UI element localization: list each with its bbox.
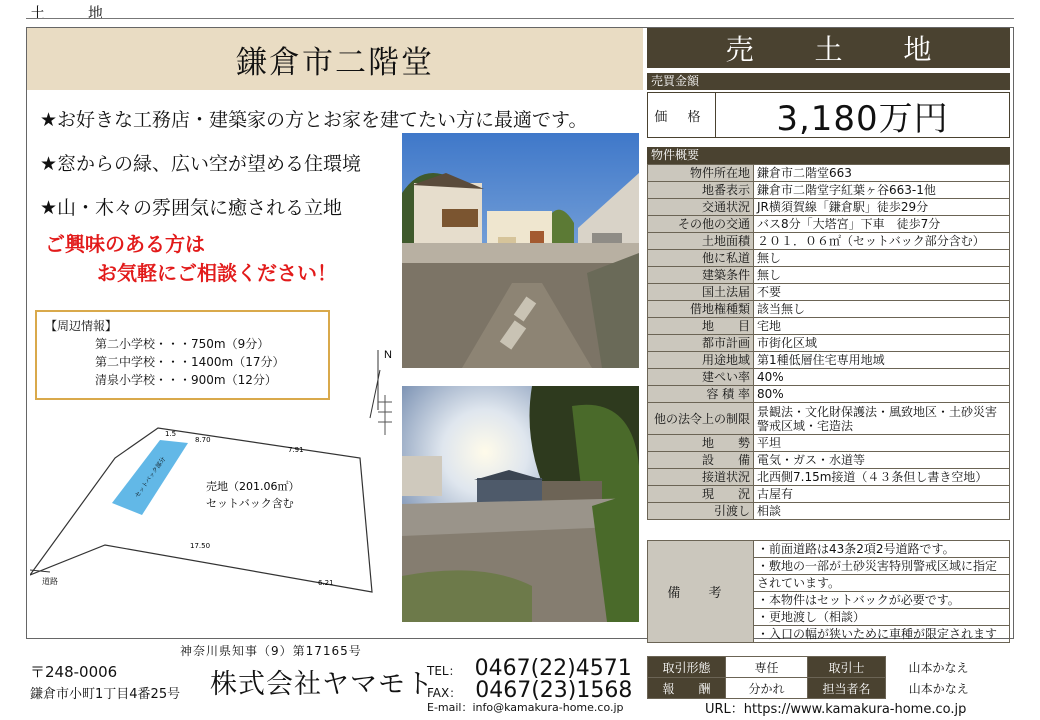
deal-type-label: 取引形態 bbox=[648, 657, 726, 678]
spec-key: 地 目 bbox=[648, 318, 754, 335]
selling-point-2: ★窓からの緑、広い空が望める住環境 bbox=[40, 153, 362, 175]
spec-key: 現 況 bbox=[648, 486, 754, 503]
spec-value: 鎌倉市二階堂字紅葉ヶ谷663-1他 bbox=[754, 182, 1010, 199]
contact-line-2: お気軽にご相談ください！ bbox=[97, 261, 337, 285]
remark-item: ・本物件はセットバックが必要です。 bbox=[754, 592, 1009, 609]
fax-label: FAX： bbox=[427, 686, 462, 700]
table-row bbox=[648, 435, 1010, 452]
remark-item: ・敷地の一部が土砂災害特別警戒区域に指定 bbox=[754, 558, 1009, 575]
table-row bbox=[648, 335, 1010, 352]
transaction-table bbox=[647, 656, 992, 699]
dim-label: 17.50 bbox=[190, 542, 211, 550]
spec-key: 土地面積 bbox=[648, 233, 754, 250]
remark-item: ・入口の幅が狭いために車種が限定されます bbox=[757, 627, 998, 641]
website-link[interactable]: URL：https://www.kamakura-home.co.jp bbox=[705, 702, 967, 717]
table-row bbox=[648, 267, 1010, 284]
agent-label: 取引士 bbox=[808, 657, 886, 678]
spec-value: 鎌倉市二階堂663 bbox=[754, 165, 1010, 182]
spec-value: 景観法・文化財保護法・風致地区・土砂災害警戒区域・宅造法 bbox=[754, 403, 1010, 435]
spec-value: バス8分「大塔宮」下車 徒歩7分 bbox=[754, 216, 1010, 233]
spec-key: 容 積 率 bbox=[648, 386, 754, 403]
top-divider bbox=[26, 18, 1014, 19]
table-row bbox=[648, 250, 1010, 267]
spec-value: JR横須賀線「鎌倉駅」徒歩29分 bbox=[754, 199, 1010, 216]
contact-line-1: ご興味のある方は bbox=[45, 232, 205, 256]
table-row bbox=[648, 165, 1010, 182]
fax-number: 0467(23)1568 bbox=[475, 678, 633, 703]
table-row bbox=[648, 182, 1010, 199]
remark-item: ・更地渡し（相談） bbox=[754, 609, 1009, 626]
fee-label: 報 酬 bbox=[648, 678, 726, 699]
table-row bbox=[648, 469, 1010, 486]
nearby-item: 第二中学校・・・1400m（17分） bbox=[95, 355, 285, 369]
dim-label: 8.70 bbox=[195, 436, 211, 444]
property-photo-street bbox=[402, 133, 639, 368]
table-row bbox=[648, 403, 1010, 435]
email-link[interactable]: E-mail：info@kamakura-home.co.jp bbox=[427, 701, 624, 714]
road-label: 道路 bbox=[42, 577, 58, 586]
remarks-list bbox=[754, 541, 1009, 642]
spec-value: 相談 bbox=[754, 503, 1010, 520]
page-corner-label: 土 地 bbox=[30, 4, 118, 22]
dim-label: 7.91 bbox=[288, 446, 304, 454]
nearby-title: 【周辺情報】 bbox=[45, 319, 118, 333]
spec-key: 建ぺい率 bbox=[648, 369, 754, 386]
table-row bbox=[648, 216, 1010, 233]
table-row bbox=[648, 678, 992, 699]
table-row bbox=[648, 386, 1010, 403]
postal-code: 〒248-0006 bbox=[30, 663, 118, 681]
spec-key: 他の法令上の制限 bbox=[648, 403, 754, 435]
table-row bbox=[648, 233, 1010, 250]
spec-value: 無し bbox=[754, 250, 1010, 267]
table-row bbox=[648, 352, 1010, 369]
table-row bbox=[648, 284, 1010, 301]
dim-label: 6.21 bbox=[318, 579, 334, 587]
spec-value: 古屋有 bbox=[754, 486, 1010, 503]
spec-value: 宅地 bbox=[754, 318, 1010, 335]
spec-value: 40% bbox=[754, 369, 1010, 386]
location-title: 鎌倉市二階堂 bbox=[27, 28, 643, 90]
company-name: 株式会社ヤマモト bbox=[210, 669, 434, 700]
selling-point-1: ★お好きな工務店・建築家の方とお家を建てたい方に最適です。 bbox=[40, 109, 588, 131]
table-row bbox=[648, 503, 1010, 520]
property-overview-table bbox=[647, 164, 1010, 520]
spec-value: 第1種低層住宅専用地域 bbox=[754, 352, 1010, 369]
spec-key: 接道状況 bbox=[648, 469, 754, 486]
plot-area-label: 売地（201.06㎡） bbox=[206, 480, 300, 493]
table-row bbox=[648, 318, 1010, 335]
spec-key: 用途地域 bbox=[648, 352, 754, 369]
spec-key: 地 勢 bbox=[648, 435, 754, 452]
spec-key: 他に私道 bbox=[648, 250, 754, 267]
spec-key: 借地権種類 bbox=[648, 301, 754, 318]
spec-value: 平坦 bbox=[754, 435, 1010, 452]
remarks-label: 備 考 bbox=[648, 541, 754, 642]
spec-value: 該当無し bbox=[754, 301, 1010, 318]
spec-value: ２０１．０６㎡（セットバック部分含む） bbox=[754, 233, 1010, 250]
plot-area-sublabel: セットバック含む bbox=[206, 497, 294, 510]
remark-item: ・前面道路は43条2項2号道路です。 bbox=[754, 541, 1009, 558]
table-row bbox=[648, 369, 1010, 386]
setback-label: セットバック部分 bbox=[133, 455, 168, 500]
remark-item: されています。 bbox=[754, 575, 1009, 592]
spec-value: 無し bbox=[754, 267, 1010, 284]
nearby-item: 清泉小学校・・・900m（12分） bbox=[95, 373, 277, 387]
dim-label: 1.5 bbox=[165, 430, 177, 438]
spec-key: 引渡し bbox=[648, 503, 754, 520]
contact-prompt bbox=[45, 230, 337, 288]
spec-value: 電気・ガス・水道等 bbox=[754, 452, 1010, 469]
spec-value: 不要 bbox=[754, 284, 1010, 301]
price-label: 価 格 bbox=[648, 93, 716, 137]
price-value: 3,180万円 bbox=[776, 98, 949, 139]
spec-value: 北西側7.15m接道（４３条但し書き空地） bbox=[754, 469, 1010, 486]
table-row bbox=[648, 657, 992, 678]
tel-label: TEL： bbox=[427, 664, 461, 678]
spec-key: 建築条件 bbox=[648, 267, 754, 284]
spec-key: その他の交通 bbox=[648, 216, 754, 233]
table-row bbox=[648, 452, 1010, 469]
spec-key: 交通状況 bbox=[648, 199, 754, 216]
spec-value: 80% bbox=[754, 386, 1010, 403]
remarks-box bbox=[647, 540, 1010, 643]
nearby-item: 第二小学校・・・750m（9分） bbox=[95, 337, 270, 351]
agent-value: 山本かなえ bbox=[886, 657, 992, 678]
spec-key: 物件所在地 bbox=[648, 165, 754, 182]
price-section-label: 売買金額 bbox=[647, 73, 1010, 90]
table-row bbox=[648, 486, 1010, 503]
company-address: 鎌倉市小町1丁目4番25号 bbox=[30, 687, 181, 702]
sale-type-header: 売 土 地 bbox=[647, 28, 1010, 68]
staff-value: 山本かなえ bbox=[886, 678, 992, 699]
table-row bbox=[648, 199, 1010, 216]
fee-value: 分かれ bbox=[726, 678, 808, 699]
spec-key: 地番表示 bbox=[648, 182, 754, 199]
staff-label: 担当者名 bbox=[808, 678, 886, 699]
spec-key: 都市計画 bbox=[648, 335, 754, 352]
spec-value: 市街化区域 bbox=[754, 335, 1010, 352]
north-label: N bbox=[384, 349, 392, 361]
broker-license: 神奈川県知事（9）第17165号 bbox=[180, 644, 362, 658]
table-row bbox=[648, 301, 1010, 318]
plot-diagram bbox=[30, 340, 420, 608]
selling-point-3: ★山・木々の雰囲気に癒される立地 bbox=[40, 197, 343, 219]
overview-section-label: 物件概要 bbox=[647, 147, 1010, 164]
property-photo-lot bbox=[402, 386, 639, 622]
tel-number[interactable]: 0467(22)4571 bbox=[474, 656, 632, 681]
spec-key: 設 備 bbox=[648, 452, 754, 469]
spec-key: 国土法届 bbox=[648, 284, 754, 301]
price-box bbox=[647, 92, 1010, 138]
deal-type-value: 専任 bbox=[726, 657, 808, 678]
